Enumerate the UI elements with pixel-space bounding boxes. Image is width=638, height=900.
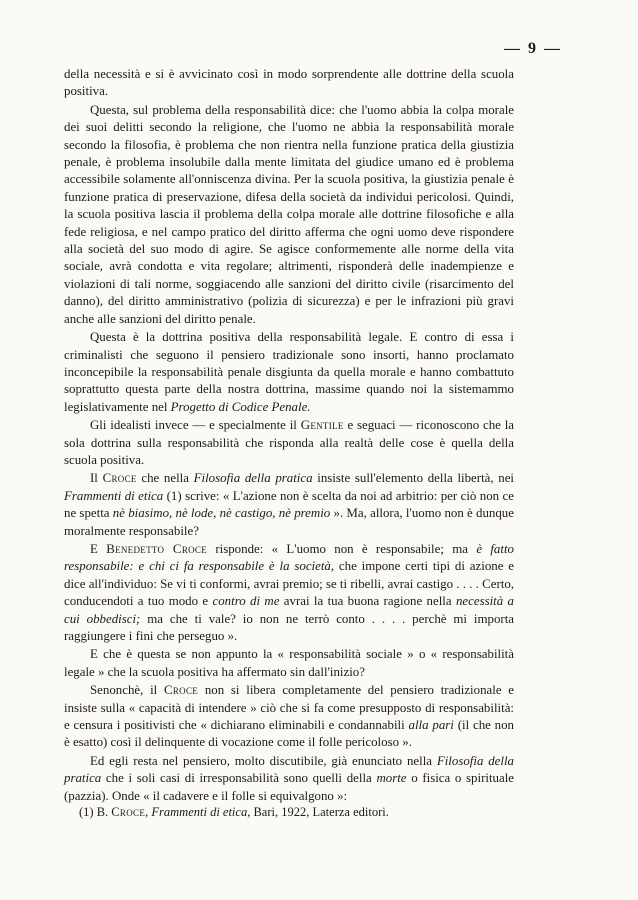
footnote [79,804,499,820]
name-gentile: Gentile [300,418,344,433]
paragraph-8-text-a: Senonchè, il [90,683,164,698]
paragraph-9-text-a: Ed egli resta nel pensiero, molto discutibile, già enunciato nella [90,753,437,768]
paragraph-6-text-a: E [90,541,107,556]
name-croce: Croce [102,471,137,486]
body-text [64,66,514,806]
footnote-title: Frammenti di etica, [151,805,251,819]
book-title-filosofia-2: Filosofia della pratica [64,753,515,786]
footnote-marker: (1) B. [79,805,112,819]
paragraph-6 [64,541,514,645]
paragraph-2: Questa, sul problema della responsabilità dice: che l'uomo abbia la colpa morale dei suoi delitti secondo la religione, che l'uomo ne abbia la responsabilità morale secondo la filosofia, è problema che non rientra nella funzione pratica della giustizia penale, è problema insolubile dalla mente limitata del giudice umano ed è problema accessibile solamente all'onniscenza divina. Per la scuola positiva, la giustizia penale è funzione pratica di preservazione, difesa della società da individui pericolosi. Quindi, la scuola positiva lascia il problema della colpa morale alle dottrine filosofiche e alla fede religiosa, e nel campo pratico del diritto afferma che ogni uomo deve rispondere alla società del suo modo di agire. Se agisce conformemente alle norme della vita sociale, avrà condotta e vita regolare; altrimenti, risponderà delle inadempienze e violazioni di tali norme, soggiacendo alle sanzioni del diritto civile (risarcimento del danno), del diritto amministrativo (polizia di sicurezza) e per le infrazioni più gravi anche alle sanzioni del diritto penale. [64,102,514,326]
paragraph-4 [64,417,514,469]
paragraph-7: E che è questa se non appunto la « responsabilità sociale » o « responsabilità legale » che la scuola positiva ha affermato sin dall'inizio? [64,647,514,679]
name-croce-2: Croce [163,683,199,698]
project-title: Progetto di Codice Penale. [170,399,311,414]
book-title-filosofia: Filosofia della pratica [193,471,313,486]
paragraph-5-text-e: ». Ma, allora, l'uomo non è dunque moralmente responsabile? [64,506,514,538]
paragraph-6-text-d: avrai la tua buona ragione nella [279,594,456,609]
paragraph-6-text-c: , che impone certi tipi di azione e dice all'individuo: Se vi ti conformi, avrai premio; se ti ribelli, avrai castigo . . . . Certo, conducendoti a tuo modo e [64,559,514,609]
paragraph-6-text-e: ma che ti vale? io non ne terrò conto . . . . perchè mi importa raggiungere i fini che perseguo ». [64,611,515,643]
quote-emphasis-3: contro di me [212,594,280,609]
quote-emphasis-2: è fatto responsabile: e chi ci fa responsabile è la società [64,541,514,574]
paragraph-9-text-c: o fisica o spirituale (pazzia). Onde « il cadavere e il folle si equivalgono »: [64,771,515,803]
paragraph-5-text-c: insiste sull'elemento della libertà, nei [312,471,515,486]
footnote-sep: , [145,805,152,819]
page-number: — 9 — [504,40,562,57]
quote-emphasis: nè biasimo, nè lode, nè castigo, nè premio [112,506,331,521]
footnote-author: Croce [111,805,146,819]
paragraph-3-text: Questa è la dottrina positiva della responsabilità legale. E contro di essa i criminalisti che seguono il pensiero tradizionale sono insorti, hanno proclamato inconcepibile la responsabilità penale disgiunta da quella morale e hanno combattuto soprattutto questa parte della nostra dottrina, massime quando noi la sistemammo legislativamente nel [64,330,514,414]
paragraph-5-text-a: Il [90,471,103,486]
paragraph-3 [64,329,514,416]
paragraph-8-text-b: non si libera completamente del pensiero tradizionale e insiste sulla « capacità di intendere » ciò che si fa come presupposto di responsabilità: e censura i positivisti che « dichiarano eliminabili e condannabili [64,683,514,733]
paragraph-5-text-b: che nella [136,471,194,486]
word-morte: morte [376,771,407,786]
paragraph-5 [64,470,514,540]
paragraph-6-text-b: risponde: « L'uomo non è responsabile; ma [207,541,477,556]
paragraph-8 [64,682,514,752]
quote-emphasis-4: necessità a cui obbedisci; [64,594,515,626]
name-benedetto-croce: Benedetto Croce [106,541,208,556]
footnote-rest: Bari, 1922, Laterza editori. [250,805,389,819]
book-title-frammenti: Frammenti di etica [64,488,164,503]
quote-emphasis-5: alla pari [408,718,454,733]
paragraph-8-text-c: (il che non è esatto) così il delinquente di vocazione come il folle pericoloso ». [64,718,515,750]
paragraph-5-text-d: (1) scrive: « L'azione non è scelta da noi ad arbitrio: per ciò non ce ne spetta [64,488,514,521]
paragraph-9-text-b: che i soli casi di irresponsabilità sono quelli della [101,771,377,786]
paragraph-4-text-a: Gli idealisti invece — e specialmente il [90,418,301,433]
paragraph-9 [64,753,514,805]
paragraph-1: della necessità e si è avvicinato così in modo sorprendente alle dottrine della scuola positiva. [64,67,514,99]
paragraph-4-text-b: e seguaci — riconoscono che la sola dottrina sulla responsabilità che risponda alla realtà delle cose è quella della scuola positiva. [64,418,514,467]
